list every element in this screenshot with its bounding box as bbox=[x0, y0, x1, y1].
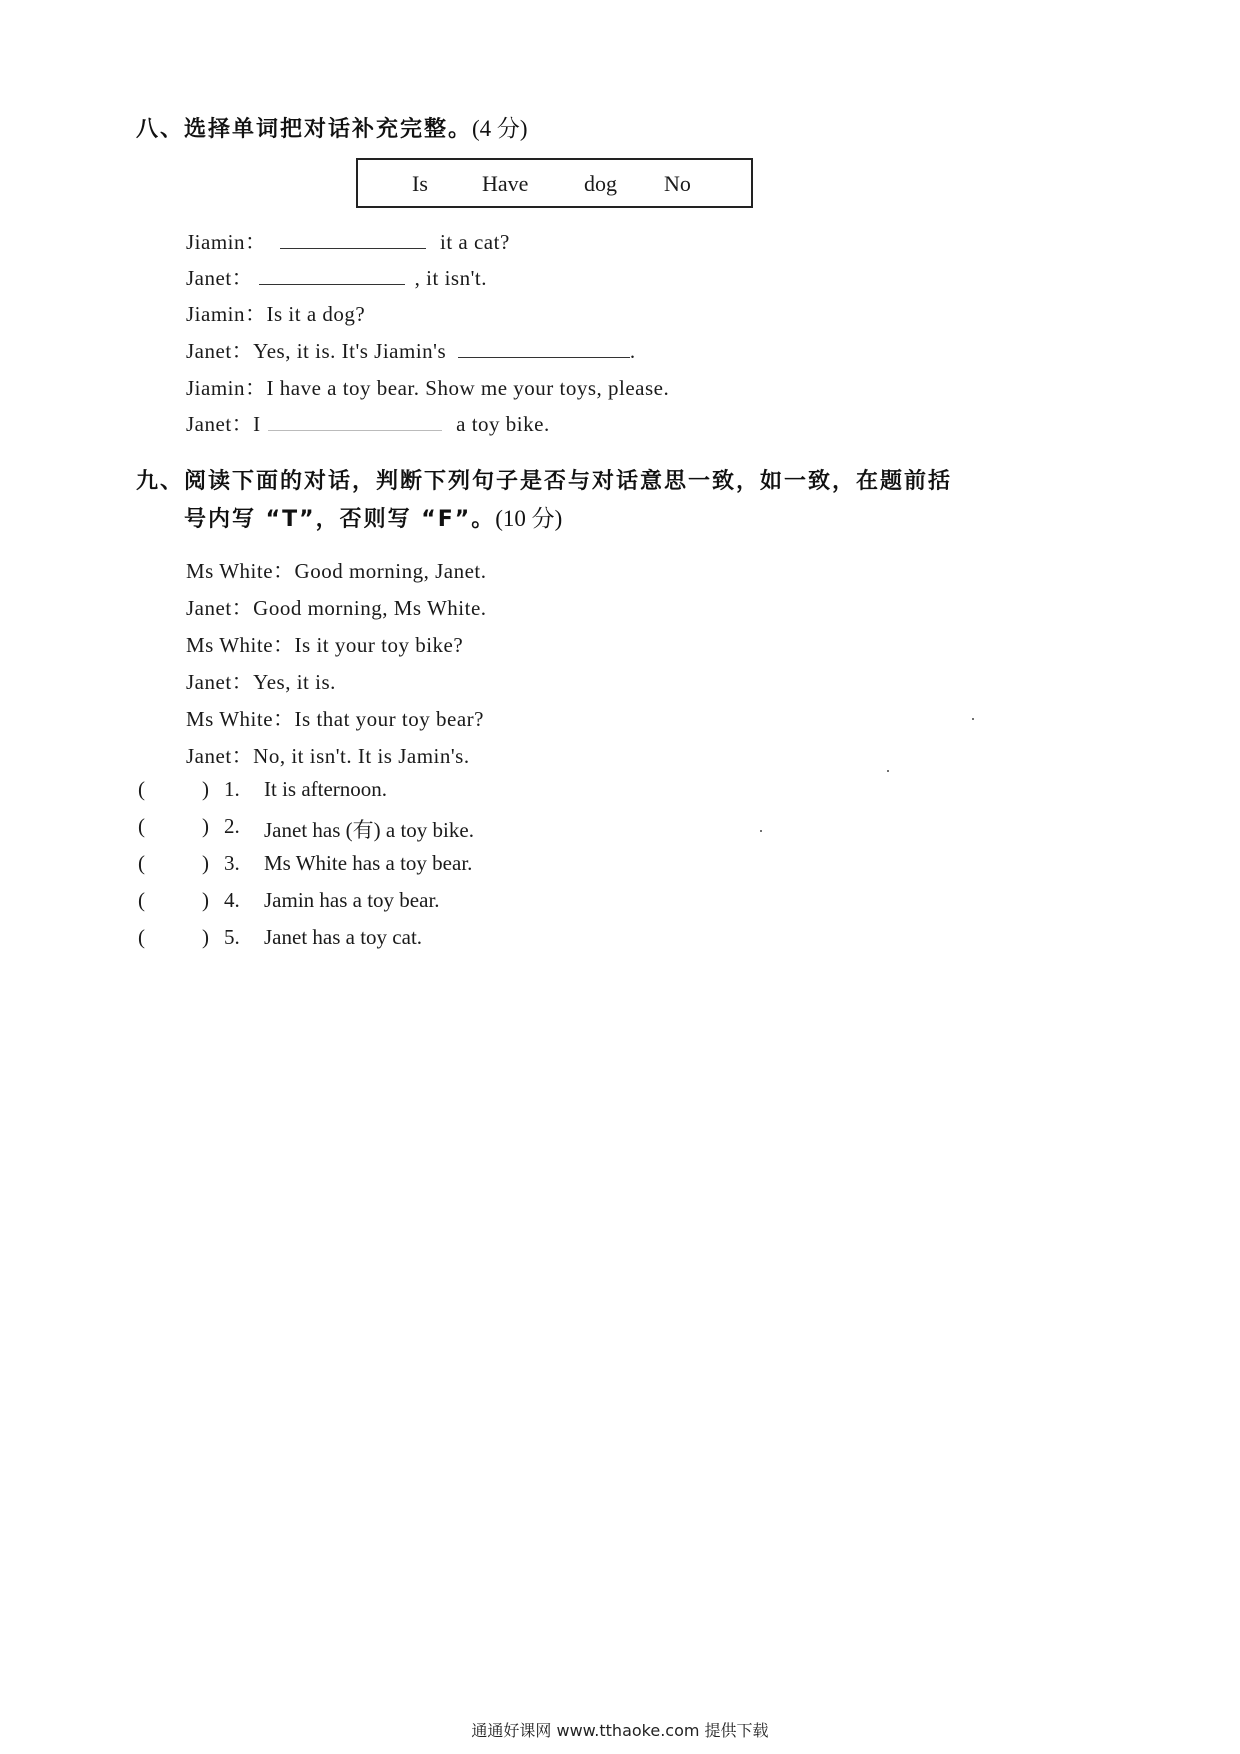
line-text: No, it isn't. It is Jamin's. bbox=[253, 744, 470, 768]
section-8-score: (4 分) bbox=[472, 116, 528, 141]
line-text: . bbox=[629, 339, 636, 363]
section-9-title bbox=[136, 464, 952, 495]
speaker: Ms White： bbox=[186, 633, 295, 657]
answer-paren-open[interactable]: ( bbox=[138, 851, 145, 875]
line-text: Yes, it is. It's Jiamin's bbox=[253, 339, 447, 363]
dialogue-line bbox=[186, 703, 484, 733]
answer-paren-close[interactable]: ) bbox=[202, 851, 209, 875]
line-text: Is that your toy bear? bbox=[294, 707, 484, 731]
speaker: Jiamin： bbox=[186, 302, 267, 326]
speaker: Janet： bbox=[186, 744, 254, 768]
answer-blank[interactable] bbox=[280, 228, 426, 249]
line-text: it a cat? bbox=[440, 230, 510, 254]
word-bank-item: dog bbox=[584, 171, 617, 196]
scan-speck bbox=[887, 770, 889, 772]
speaker: Janet： bbox=[186, 339, 254, 363]
dialogue-line bbox=[186, 372, 669, 402]
answer-blank[interactable] bbox=[458, 337, 630, 358]
line-text: Yes, it is. bbox=[253, 670, 336, 694]
question-number: 5. bbox=[224, 925, 240, 949]
scan-speck bbox=[760, 830, 762, 832]
answer-paren-close[interactable]: ) bbox=[202, 777, 209, 801]
answer-paren-close[interactable]: ) bbox=[202, 814, 209, 838]
word-bank bbox=[356, 158, 753, 208]
question-text: Janet has (有) a toy bike. bbox=[264, 818, 474, 842]
speaker: Janet： bbox=[186, 596, 254, 620]
line-text: Is it a dog? bbox=[266, 302, 366, 326]
dialogue-line bbox=[186, 592, 487, 622]
speaker: Jiamin： bbox=[186, 376, 267, 400]
answer-blank[interactable] bbox=[259, 264, 405, 285]
line-text: , it isn't. bbox=[414, 266, 487, 290]
section-9-score: (10 分) bbox=[495, 506, 563, 531]
answer-paren-close[interactable]: ) bbox=[202, 888, 209, 912]
answer-paren-open[interactable]: ( bbox=[138, 814, 145, 838]
line-text: Is it your toy bike? bbox=[294, 633, 464, 657]
line-text: a toy bike. bbox=[456, 412, 550, 436]
section-9-title-cont bbox=[184, 500, 562, 533]
dialogue-line bbox=[186, 408, 550, 438]
answer-paren-open[interactable]: ( bbox=[138, 777, 145, 801]
answer-paren-close[interactable]: ) bbox=[202, 925, 209, 949]
dialogue-line bbox=[186, 262, 487, 292]
question-number: 1. bbox=[224, 777, 240, 801]
section-8-title-text: 八、选择单词把对话补充完整。 bbox=[136, 117, 473, 142]
word-bank-item: No bbox=[664, 171, 691, 196]
page-footer: 通通好课网 www.tthaoke.com 提供下载 bbox=[471, 1721, 769, 1740]
dialogue-line bbox=[186, 740, 470, 770]
question-text: Janet has a toy cat. bbox=[264, 925, 423, 949]
word-bank-item: Is bbox=[412, 171, 428, 196]
line-text: Good morning, Janet. bbox=[294, 559, 487, 583]
section-9-title-line-1: 九、阅读下面的对话，判断下列句子是否与对话意思一致，如一致，在题前括 bbox=[136, 469, 953, 494]
dialogue-line bbox=[186, 629, 463, 659]
answer-blank[interactable] bbox=[268, 410, 442, 431]
dialogue-line bbox=[186, 555, 487, 585]
speaker: Ms White： bbox=[186, 707, 295, 731]
answer-paren-open[interactable]: ( bbox=[138, 888, 145, 912]
speaker: Janet： bbox=[186, 412, 254, 436]
question-number: 3. bbox=[224, 851, 240, 875]
word-bank-item: Have bbox=[482, 171, 529, 196]
speaker: Janet： bbox=[186, 266, 254, 290]
question-number: 4. bbox=[224, 888, 240, 912]
speaker: Janet： bbox=[186, 670, 254, 694]
scan-speck bbox=[972, 718, 974, 720]
dialogue-line bbox=[186, 335, 636, 365]
dialogue-line bbox=[186, 666, 336, 696]
speaker: Ms White： bbox=[186, 559, 295, 583]
answer-paren-open[interactable]: ( bbox=[138, 925, 145, 949]
section-9-title-line-2: 号内写 “T”，否则写 “F”。 bbox=[184, 507, 496, 532]
line-text: I have a toy bear. Show me your toys, please. bbox=[266, 376, 670, 400]
section-8-title bbox=[136, 110, 528, 143]
line-text: I bbox=[253, 412, 261, 436]
question-text: It is afternoon. bbox=[264, 777, 388, 801]
speaker: Jiamin： bbox=[186, 230, 267, 254]
question-number: 2. bbox=[224, 814, 240, 838]
question-text: Jamin has a toy bear. bbox=[264, 888, 440, 912]
line-text: Good morning, Ms White. bbox=[253, 596, 487, 620]
dialogue-line bbox=[186, 298, 365, 328]
question-text: Ms White has a toy bear. bbox=[264, 851, 473, 875]
dialogue-line bbox=[186, 226, 510, 256]
